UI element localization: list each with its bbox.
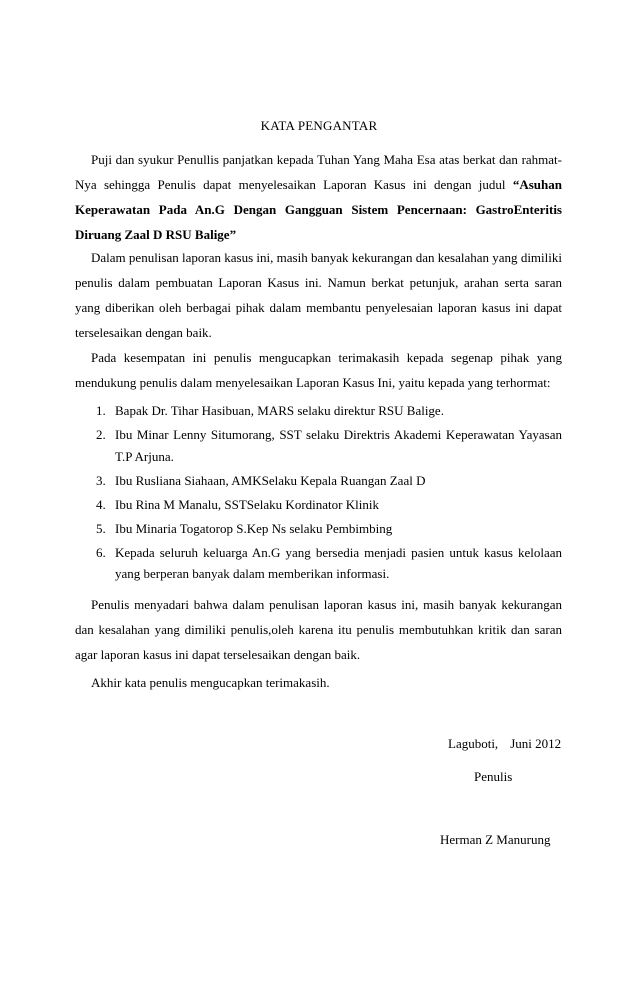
report-title-bold: “Asuhan Keperawatan Pada An.G Dengan Gangguan Sistem Pencernaan: GastroEnteritis Diruang Zaal D RSU Balige” [75,177,562,242]
paragraph-intro-text: Puji dan syukur Penullis panjatkan kepada Tuhan Yang Maha Esa atas berkat dan rahmat-Nya sehingga Penulis dapat menyelesaikan Laporan Kasus ini dengan judul [75,152,562,192]
list-item [75,494,562,516]
paragraph-intro [75,147,562,247]
list-number: 3. [96,472,106,488]
list-number: 2. [96,427,106,443]
signature-place: Laguboti, [448,736,499,751]
list-number: 5. [96,520,106,536]
paragraph-acknowledgement: Pada kesempatan ini penulis mengucapkan terimakasih kepada segenap pihak yang mendukung penulis dalam menyelesaikan Laporan Kasus Ini, yaitu kepada yang terhormat: [75,350,562,390]
signature-place-date [448,736,561,752]
list-item-text: Ibu Rusliana Siahaan, AMKSelaku Kepala Ruangan Zaal D [115,472,426,488]
paragraph-critique: Penulis menyadari bahwa dalam penulisan laporan kasus ini, masih banyak kekurangan dan kesalahan yang dimiliki penulis,oleh karena itu penulis membutuhkan kritik dan saran agar laporan kasus ini dapat terselesaikan dengan baik. [75,597,562,662]
signature-author: Herman Z Manurung [440,832,551,847]
list-item [75,424,562,467]
list-item-text: Ibu Minaria Togatorop S.Kep Ns selaku Pembimbing [115,520,393,536]
paragraph-shortcomings: Dalam penulisan laporan kasus ini, masih banyak kekurangan dan kesalahan yang dimiliki penulis dalam pembuatan Laporan Kasus ini. Namun berkat petunjuk, arahan serta saran yang diberikan oleh berbagai pihak dalam membantu penyelesaian laporan kasus ini dapat terselesaikan dengan baik. [75,250,562,340]
list-number: 1. [96,403,106,418]
document-title: KATA PENGANTAR [260,118,378,133]
list-item [75,470,562,492]
list-item [75,400,562,422]
paragraph-closing: Akhir kata penulis mengucapkan terimakasih. [91,675,330,690]
acknowledgement-list [75,400,562,588]
list-item [75,518,562,540]
list-item-text: Ibu Minar Lenny Situmorang, SST selaku Direktris Akademi Keperawatan Yayasan T.P Arjuna. [115,427,562,464]
list-item-text: Bapak Dr. Tihar Hasibuan, MARS selaku direktur RSU Balige. [115,403,444,418]
signature-date: Juni 2012 [510,736,562,751]
list-item-text: Kepada seluruh keluarga An.G yang bersedia menjadi pasien untuk kasus kelolaan yang berperan banyak dalam memberikan informasi. [115,544,562,582]
list-number: 6. [96,544,106,560]
list-item [75,542,562,585]
list-number: 4. [96,496,106,512]
signature-role: Penulis [474,769,513,784]
list-item-text: Ibu Rina M Manalu, SSTSelaku Kordinator Klinik [115,496,379,512]
